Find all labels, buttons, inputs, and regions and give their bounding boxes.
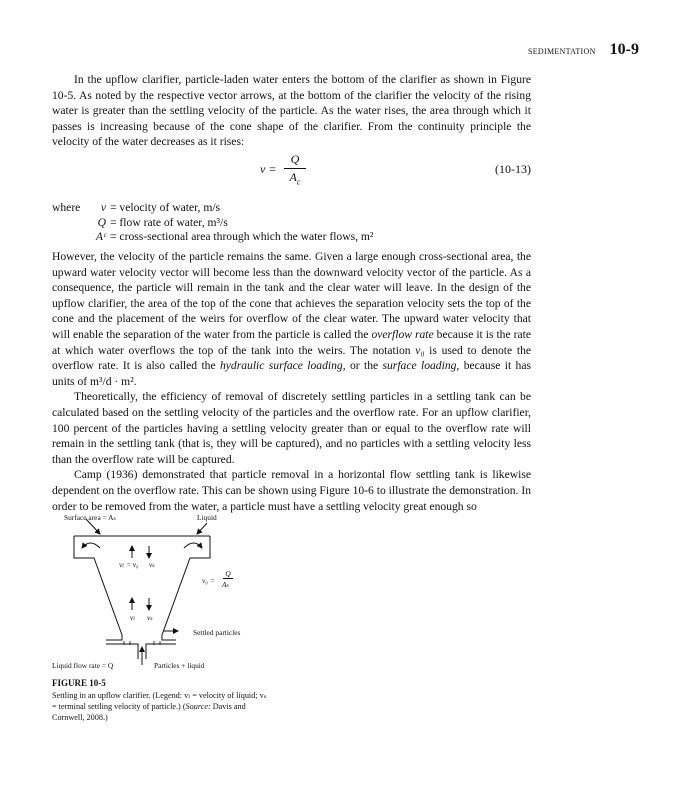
where-symbol: v [100, 201, 106, 214]
equation-numerator: Q [284, 152, 306, 169]
where-symbol: Aᶜ [95, 230, 106, 243]
paragraph-camp: Camp (1936) demonstrated that particle removal in a horizontal flow settling tank is likewise dependent on the overflow rate. This can be shown using Figure 10-6 to illustrate the demonstration. In order to be removed from the water, a particle must have a settling velocity great enough so [52, 468, 531, 513]
where-definition: = velocity of water, m/s [110, 201, 221, 214]
caption-source-text: Davis and Cornwell, 2008.) [52, 702, 246, 722]
label-surface-area: Surface area = Aₛ [64, 513, 117, 522]
where-definition: = cross-sectional area through which the water flows, m² [110, 230, 374, 243]
equation-denominator: $A_c$ [289, 170, 301, 187]
label-v0-denominator: Aₛ [222, 580, 230, 589]
body-text-block [52, 249, 531, 514]
where-lead: where [52, 201, 81, 214]
label-particles-liquid: Particles + liquid [154, 661, 205, 670]
caption-source-label: Source: [185, 702, 211, 711]
page-number: 10-9 [609, 41, 639, 58]
term-surface-loading: surface loading, [382, 359, 460, 373]
equation-lhs: v = [260, 162, 277, 176]
figure-upflow-clarifier [52, 510, 272, 675]
term-v0: v₀ [415, 343, 425, 357]
where-row [52, 201, 531, 216]
where-definition: = flow rate of water, m³/s [110, 215, 228, 229]
running-head-section: SEDIMENTATION [527, 47, 596, 56]
label-liquid-flow-rate: Liquid flow rate = Q [52, 661, 114, 670]
label-vl-bottom: vₗ [130, 613, 136, 622]
running-head [528, 41, 639, 59]
caption-title: FIGURE 10-5 [52, 678, 106, 688]
label-settled-particles: Settled particles [193, 628, 241, 637]
where-definitions [52, 201, 531, 245]
equation-fraction [284, 152, 306, 186]
where-symbol: Q [97, 215, 106, 229]
label-v0-numerator: Q [223, 570, 233, 579]
paragraph-efficiency: Theoretically, the efficiency of removal of discretely settling particles in a settling tank can be calculated based on the settling velocity of the particles and the overflow rate. For an upflow clarifier, 100 percent of the particles having a settling velocity greater than or equal to the overflow rate will remain in the settling tank (that is, they will be captured), and no particles with a settling velocity less than the overflow rate will be captured. [52, 390, 531, 466]
equation-10-13 [52, 150, 531, 190]
where-row [52, 216, 531, 231]
label-vs-bottom: vₛ [147, 613, 153, 622]
label-vl-equals-v0: vₗ = v₀ [119, 560, 139, 569]
term-overflow-rate: overflow rate [371, 327, 434, 341]
where-row [52, 230, 531, 245]
paragraph-overflow-rate: However, the velocity of the particle remains the same. Given a large enough cross-sectional area, the upward water velocity vector will become less than the downward velocity vector of the particle. As a consequence, the particle will remain in the tank and the clear water will leave. In the design of the upflow clarifier, the area of the top of the cone that achieves the separation velocity sets the top of the cone and the placement of the weirs for overflow of the clear water. The upward water velocity that will enable the separation of the water from the particle is called the overflow rate because it is the rate at which water overflows the top of the tank into the weirs. The notation v₀ is used to denote the overflow rate. It is also called the hydraulic surface loading, or the surface loading, because it has units of m³/d · m². [52, 250, 532, 388]
equation-number: (10-13) [495, 162, 531, 176]
paragraph-1-text: In the upflow clarifier, particle-laden water enters the bottom of the clarifier as shown in Figure 10-5. As noted by the respective vector arrows, at the bottom of the clarifier the velocity of the rising water is greater than the settling velocity of the particle. As the water rises, the area through which it passes is increasing because of the cone shape of the clarifier. From the continuity principle the velocity of the water decreases as it rises: [52, 73, 531, 149]
figure-caption: FIGURE 10-5 Settling in an upflow clarifier. (Legend: vₗ = velocity of liquid; vₛ = terminal settling velocity of particle.) (Source: Davis and Cornwell, 2008.) [52, 678, 272, 723]
paragraph-upflow-intro [52, 72, 531, 150]
clarifier-diagram [52, 510, 272, 675]
caption-text: Settling in an upflow clarifier. (Legend: vₗ = velocity of liquid; vₛ = terminal settling velocity of particle.) [52, 691, 267, 711]
label-v0-lhs: v₀ = [202, 576, 215, 585]
label-vs-top: vₛ [149, 560, 155, 569]
term-hydraulic-surface-loading: hydraulic surface loading, [219, 359, 346, 373]
label-liquid: Liquid [197, 513, 217, 522]
